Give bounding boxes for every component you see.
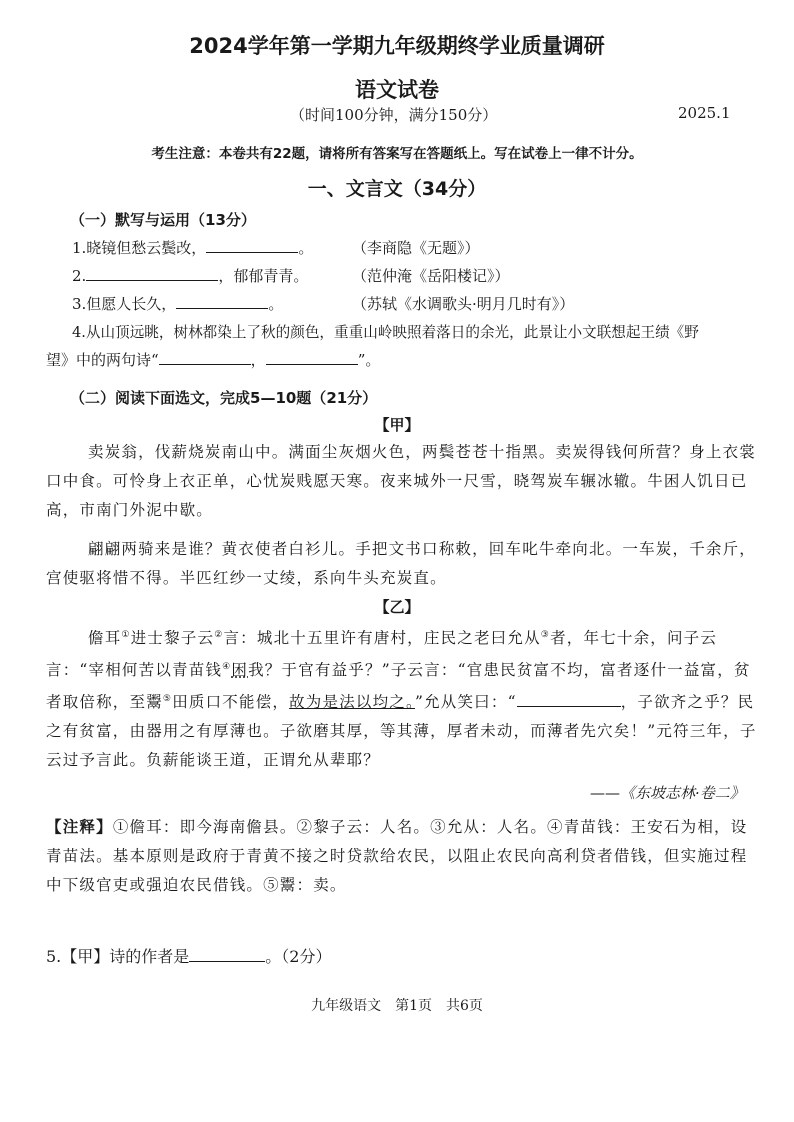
q1-text: 1.晓镜但愁云鬓改， (72, 239, 207, 257)
q3-text: 3.但愿人长久， (72, 295, 177, 313)
notes (46, 812, 758, 900)
exam-subject: 语文试卷 (355, 78, 439, 102)
page-footer: 九年级语文 第1页 共6页 (311, 998, 483, 1014)
jia-paragraph-1: 卖炭翁，伐薪烧炭南山中。满面尘灰烟火色，两鬓苍苍十指黑。卖炭得钱何所营？身上衣裳口中食。可怜身上衣正单，心忧炭贱愿天寒。夜来城外一尺雪，晓驾炭车辗冰辙。牛困人饥日已高，市南门外泥中歇。 (46, 443, 757, 519)
yi-text-b: 进士黎子云 (130, 629, 215, 648)
q4-text-c: ”。 (357, 351, 381, 369)
q2-source: （范仲淹《岳阳楼记》） (352, 267, 510, 285)
note-ref-5: ⑤ (162, 694, 173, 705)
q1-source: （李商隐《无题》） (352, 239, 480, 257)
q5-text-b: 。（2分） (265, 947, 332, 966)
notes-label: 【注释】 (46, 817, 113, 836)
q3-blank (176, 294, 268, 309)
yi-text-h-underlined: 故为是法以均之。 (289, 693, 415, 712)
q5-blank (189, 947, 265, 962)
yi-text-f: 我？于官有益乎？”子云言：“官患民贫富不均，富者逐什一益富，贫者取倍称，至鬻 (46, 661, 751, 712)
q4-blank-2 (266, 350, 358, 365)
q1-end: 。 (298, 239, 314, 257)
q3-source: （苏轼《水调歌头·明月几时有》） (352, 295, 575, 313)
note-ref-1: ① (121, 630, 131, 640)
yi-source: ——《东坡志林·卷二》 (590, 784, 745, 802)
q4-text-b: ， (250, 351, 266, 369)
jia-paragraph-2: 翩翩两骑来是谁？黄衣使者白衫儿。手把文书口称敕，回车叱牛牵向北。一车炭，千余斤，宫使驱将惜不得。半匹红纱一丈绫，系向牛头充炭直。 (46, 540, 757, 587)
question-2 (72, 265, 308, 286)
q2-num: 2. (72, 267, 87, 285)
notes-text: ①儋耳：即今海南儋县。②黎子云：人名。③允从：人名。④青苗钱：王安石为相，设青苗法。基本原则是政府于青黄不接之时贷款给农民，以阻止农民向高利贷者借钱，但实施过程中下级官吏或强迫农民借钱。⑤鬻：卖。 (46, 818, 748, 894)
yi-text-j: ，子欲齐之乎？民之有贫富，由器用之有厚薄也。子欲磨其厚，等其薄，厚者未动，而薄者先穴矣！”元符三年，子云过予言此。负薪能谈王道，正谓允从辈耶？ (46, 693, 757, 770)
yi-text-i: ”允从笑曰：“ (414, 693, 517, 712)
exam-notice: 考生注意：本卷共有22题，请将所有答案写在答题纸上。写在试卷上一律不计分。 (151, 146, 643, 162)
yi-text-d: 者，年七十余，问子云言：“宰相何苦以青苗钱 (46, 629, 718, 680)
yi-text-e-dotted: 困 (231, 661, 249, 680)
q2-blank (86, 266, 218, 281)
exam-title: 2024学年第一学期九年级期终学业质量调研 (189, 34, 605, 58)
yi-mark: 【乙】 (374, 598, 420, 616)
part1-heading: （一）默写与运用（13分） (70, 211, 256, 229)
question-1 (72, 237, 313, 258)
q2-text: ，郁郁青青。 (218, 267, 309, 285)
note-ref-4: ④ (222, 662, 232, 673)
question-5 (46, 944, 331, 967)
section-heading: 一、文言文（34分） (307, 178, 487, 200)
q4-text-a: 望》中的两句诗“ (46, 351, 159, 369)
q1-blank (206, 238, 298, 253)
q3-end: 。 (268, 295, 284, 313)
q5-text-a: 5.【甲】诗的作者是 (46, 947, 190, 966)
q4-blank-1 (159, 350, 251, 365)
yi-text-a: 儋耳 (88, 629, 122, 648)
yi-text-c: 言：城北十五里许有唐村，庄民之老曰允从 (223, 629, 541, 648)
note-ref-3: ③ (540, 630, 551, 640)
yi-blank (517, 692, 621, 707)
yi-text-g: 田质口不能偿， (172, 693, 290, 712)
part2-heading: （二）阅读下面选文，完成5—10题（21分） (70, 389, 378, 407)
jia-mark: 【甲】 (374, 416, 420, 434)
question-3 (72, 293, 283, 314)
yi-paragraph (46, 621, 758, 775)
note-ref-2: ② (214, 630, 224, 640)
exam-time-score: （时间100分钟，满分150分） (290, 106, 498, 124)
q4-line1: 4.从山顶远眺，树林都染上了秋的颜色，重重山岭映照着落日的余光，此景让小文联想起王绩《野 (72, 324, 699, 341)
exam-date: 2025.1 (678, 104, 731, 122)
q4-line2 (46, 349, 380, 370)
